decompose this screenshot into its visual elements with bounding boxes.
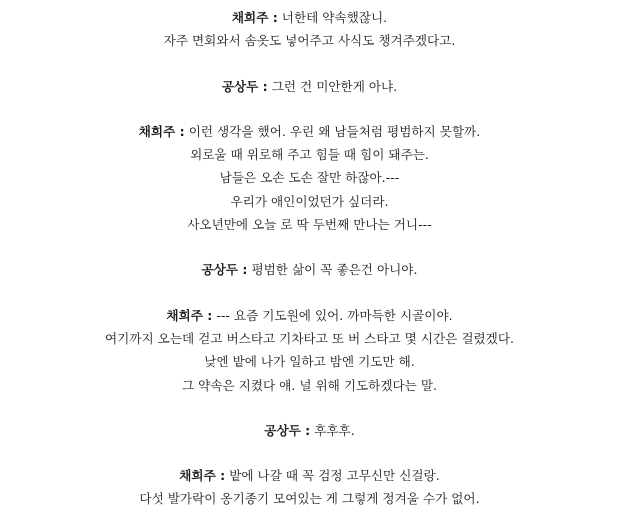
dialogue-line: 남들은 오손 도손 잘만 하잖아.--- bbox=[219, 170, 400, 186]
speaker-name: 공상두 : bbox=[201, 262, 248, 278]
speaker-name: 공상두 : bbox=[221, 78, 268, 94]
dialogue-block-7 bbox=[0, 464, 619, 511]
speaker-name: 채희주 : bbox=[231, 10, 278, 25]
dialogue-line: 여기까지 오는데 걷고 버스타고 기차타고 또 버 스타고 몇 시간은 걸렸겠다. bbox=[104, 330, 514, 346]
speaker-name: 공상두 : bbox=[264, 422, 311, 438]
dialogue-block-3 bbox=[0, 120, 619, 236]
dialogue-line bbox=[0, 464, 619, 487]
dialogue-block-6 bbox=[0, 419, 619, 442]
dialogue-text: 그런 건 미안한게 아냐. bbox=[271, 78, 398, 94]
dialogue-text: 너한테 약속했잖니. bbox=[281, 10, 388, 25]
speaker-name: 채희주 : bbox=[166, 307, 213, 323]
dialogue-line: 다섯 발가락이 옹기종기 모여있는 게 그렇게 정겨울 수가 없어. bbox=[139, 491, 480, 507]
dialogue-block-1 bbox=[0, 6, 619, 53]
dialogue-line: 사오년만에 오늘 로 딱 두번째 만나는 거니--- bbox=[187, 217, 432, 233]
dialogue-line: 낮엔 밭에 나가 일하고 밤엔 기도만 해. bbox=[204, 354, 415, 370]
dialogue-text: 평범한 삶이 꼭 좋은건 아니야. bbox=[251, 262, 418, 278]
dialogue-line: 그 약속은 지켰다 얘. 널 위해 기도하겠다는 말. bbox=[181, 377, 437, 393]
dialogue-line: 우리가 애인이었던가 싶더라. bbox=[230, 193, 389, 209]
dialogue-line bbox=[0, 75, 619, 98]
speaker-name: 채희주 : bbox=[179, 468, 226, 484]
dialogue-line bbox=[0, 304, 619, 327]
dialogue-text: 후후후. bbox=[314, 422, 355, 438]
speaker-name: 채희주 : bbox=[138, 123, 185, 139]
dialogue-block-5 bbox=[0, 304, 619, 397]
dialogue-line: 자주 면회와서 솜옷도 넣어주고 사식도 챙겨주겠다고. bbox=[163, 33, 456, 49]
dialogue-block-2 bbox=[0, 75, 619, 98]
dialogue-text: --- 요즘 기도원에 있어. 까마득한 시골이야. bbox=[216, 307, 453, 323]
dialogue-line bbox=[0, 419, 619, 442]
dialogue-line bbox=[0, 6, 619, 29]
dialogue-line bbox=[0, 120, 619, 143]
dialogue-text: 밭에 나갈 때 꼭 검정 고무신만 신걸랑. bbox=[229, 468, 440, 484]
dialogue-line bbox=[0, 258, 619, 281]
dialogue-text: 이런 생각을 했어. 우린 왜 남들처럼 평범하지 못할까. bbox=[188, 123, 481, 139]
dialogue-block-4 bbox=[0, 258, 619, 281]
dialogue-line: 외로울 때 위로해 주고 힘들 때 힘이 돼주는. bbox=[190, 147, 429, 163]
